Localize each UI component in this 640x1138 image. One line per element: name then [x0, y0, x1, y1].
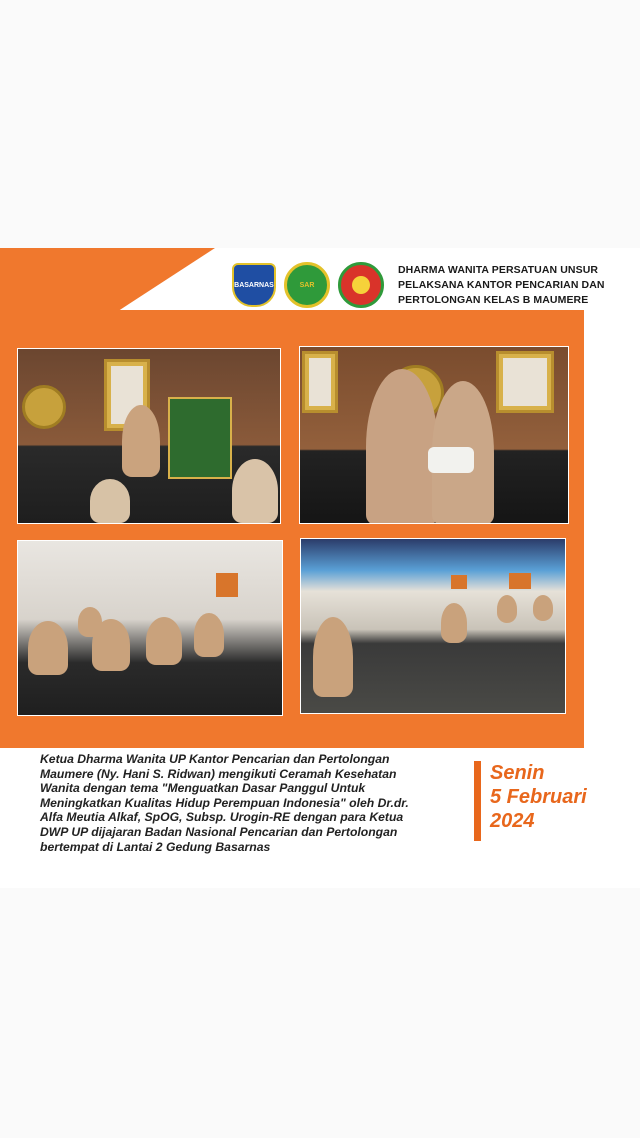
woman-figure-left	[366, 369, 438, 524]
portrait-frame	[302, 351, 338, 413]
wall-screen	[216, 573, 238, 597]
wall-screen	[509, 573, 531, 589]
emblem-icon	[22, 385, 66, 429]
audience-photo-left	[17, 540, 283, 716]
speaker-figure	[122, 405, 160, 477]
wall-screen	[451, 575, 467, 589]
organization-title: DHARMA WANITA PERSATUAN UNSUR PELAKSANA KANTOR PENCARIAN DAN PERTOLONGAN KELAS B MAUMERE	[398, 263, 605, 306]
sar-nasional-logo: SAR	[284, 262, 330, 308]
date-year: 2024	[490, 810, 535, 832]
handover-photo	[299, 346, 569, 524]
event-caption: Ketua Dharma Wanita UP Kantor Pencarian dan Pertolongan Maumere (Ny. Hani S. Ridwan) mengikuti Ceramah Kesehatan Wanita dengan tema "Menguatkan Dasar Panggul Untuk Meningkatkan Kualitas Hidup Perempuan Indonesia" oleh Dr.dr. Alfa Meutia Alkaf, SpOG, Subsp. Urogin-RE dengan para Ketua DWP UP dijajaran Badan Nasional Pencarian dan Pertolongan bertempat di Lantai 2 Gedung Basarnas	[40, 752, 409, 854]
attendee	[533, 595, 553, 621]
attendee	[441, 603, 467, 643]
speaker-photo	[17, 348, 281, 524]
attendee	[194, 613, 224, 657]
attendee	[497, 595, 517, 623]
audience-photo-right	[300, 538, 566, 714]
basarnas-logo: BASARNAS	[232, 263, 276, 307]
attendee	[313, 617, 353, 697]
date-day: Senin	[490, 762, 545, 784]
portrait-frame	[496, 351, 554, 413]
date-day-month: 5 Februari	[490, 786, 587, 808]
header	[232, 256, 632, 314]
event-date	[490, 761, 630, 833]
flag-icon	[168, 397, 232, 479]
audience-head	[232, 459, 278, 523]
dharma-wanita-logo	[338, 262, 384, 308]
attendee	[78, 607, 102, 637]
post-card	[0, 248, 640, 888]
audience-head	[90, 479, 130, 523]
attendee	[28, 621, 68, 675]
date-accent-bar	[474, 761, 481, 841]
attendee	[146, 617, 182, 665]
gift-bouquet	[428, 447, 474, 473]
